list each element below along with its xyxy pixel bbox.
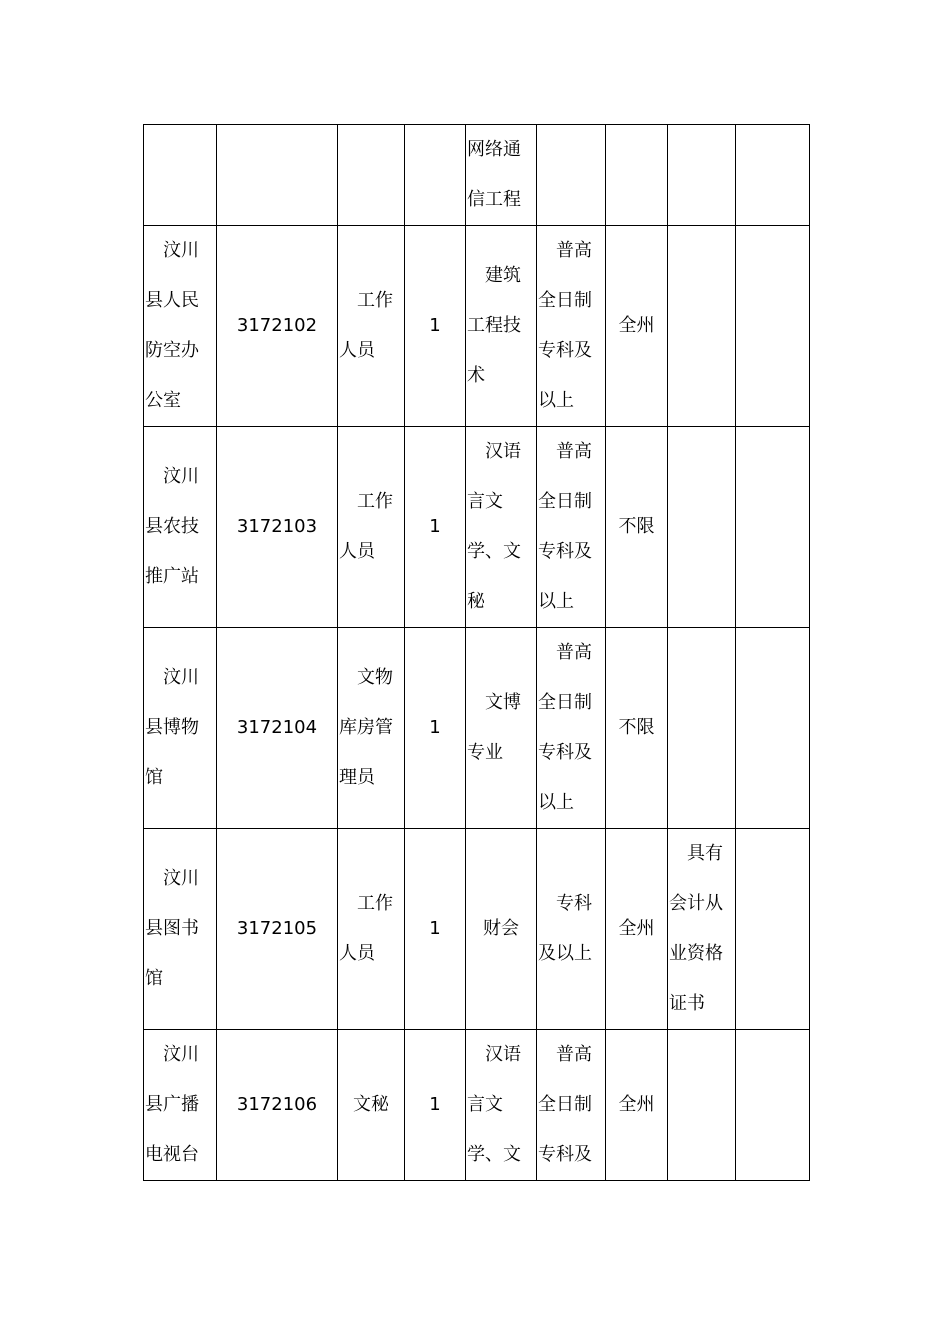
education-cell xyxy=(537,125,606,226)
region-cell: 全州 xyxy=(606,226,668,427)
other-cell xyxy=(668,427,736,628)
code-cell: 3172106 xyxy=(217,1030,338,1181)
recruitment-table xyxy=(143,124,810,1181)
code-cell: 3172103 xyxy=(217,427,338,628)
note-cell xyxy=(736,226,810,427)
education-cell: 普高全日制专科及 xyxy=(537,1030,606,1181)
unit-cell: 汶川县农技推广站 xyxy=(144,427,217,628)
other-cell xyxy=(668,628,736,829)
position-cell: 文物库房管理员 xyxy=(338,628,405,829)
position-cell: 文秘 xyxy=(338,1030,405,1181)
unit-cell xyxy=(144,125,217,226)
unit-cell: 汶川县广播电视台 xyxy=(144,1030,217,1181)
table-row xyxy=(144,1030,810,1181)
count-cell: 1 xyxy=(405,628,466,829)
note-cell xyxy=(736,1030,810,1181)
region-cell: 不限 xyxy=(606,628,668,829)
region-cell: 全州 xyxy=(606,829,668,1030)
code-cell: 3172102 xyxy=(217,226,338,427)
position-cell: 工作人员 xyxy=(338,427,405,628)
education-cell: 普高全日制专科及以上 xyxy=(537,427,606,628)
other-cell: 具有会计从业资格证书 xyxy=(668,829,736,1030)
note-cell xyxy=(736,125,810,226)
region-cell xyxy=(606,125,668,226)
position-cell: 工作人员 xyxy=(338,829,405,1030)
unit-cell: 汶川县博物馆 xyxy=(144,628,217,829)
table-row xyxy=(144,226,810,427)
major-cell: 文博专业 xyxy=(466,628,537,829)
position-cell: 工作人员 xyxy=(338,226,405,427)
major-cell: 汉语言文学、文 xyxy=(466,1030,537,1181)
major-cell: 网络通信工程 xyxy=(466,125,537,226)
region-cell: 全州 xyxy=(606,1030,668,1181)
other-cell xyxy=(668,125,736,226)
education-cell: 专科及以上 xyxy=(537,829,606,1030)
unit-cell: 汶川县图书馆 xyxy=(144,829,217,1030)
code-cell: 3172104 xyxy=(217,628,338,829)
table-row xyxy=(144,427,810,628)
table-row xyxy=(144,125,810,226)
region-cell: 不限 xyxy=(606,427,668,628)
count-cell: 1 xyxy=(405,226,466,427)
education-cell: 普高全日制专科及以上 xyxy=(537,628,606,829)
count-cell: 1 xyxy=(405,1030,466,1181)
count-cell xyxy=(405,125,466,226)
table-row xyxy=(144,628,810,829)
code-cell: 3172105 xyxy=(217,829,338,1030)
count-cell: 1 xyxy=(405,829,466,1030)
major-cell: 汉语言文学、文秘 xyxy=(466,427,537,628)
table-row xyxy=(144,829,810,1030)
note-cell xyxy=(736,829,810,1030)
unit-cell: 汶川县人民防空办公室 xyxy=(144,226,217,427)
note-cell xyxy=(736,628,810,829)
note-cell xyxy=(736,427,810,628)
other-cell xyxy=(668,226,736,427)
major-cell: 建筑工程技术 xyxy=(466,226,537,427)
count-cell: 1 xyxy=(405,427,466,628)
education-cell: 普高全日制专科及以上 xyxy=(537,226,606,427)
code-cell xyxy=(217,125,338,226)
position-cell xyxy=(338,125,405,226)
major-cell: 财会 xyxy=(466,829,537,1030)
other-cell xyxy=(668,1030,736,1181)
